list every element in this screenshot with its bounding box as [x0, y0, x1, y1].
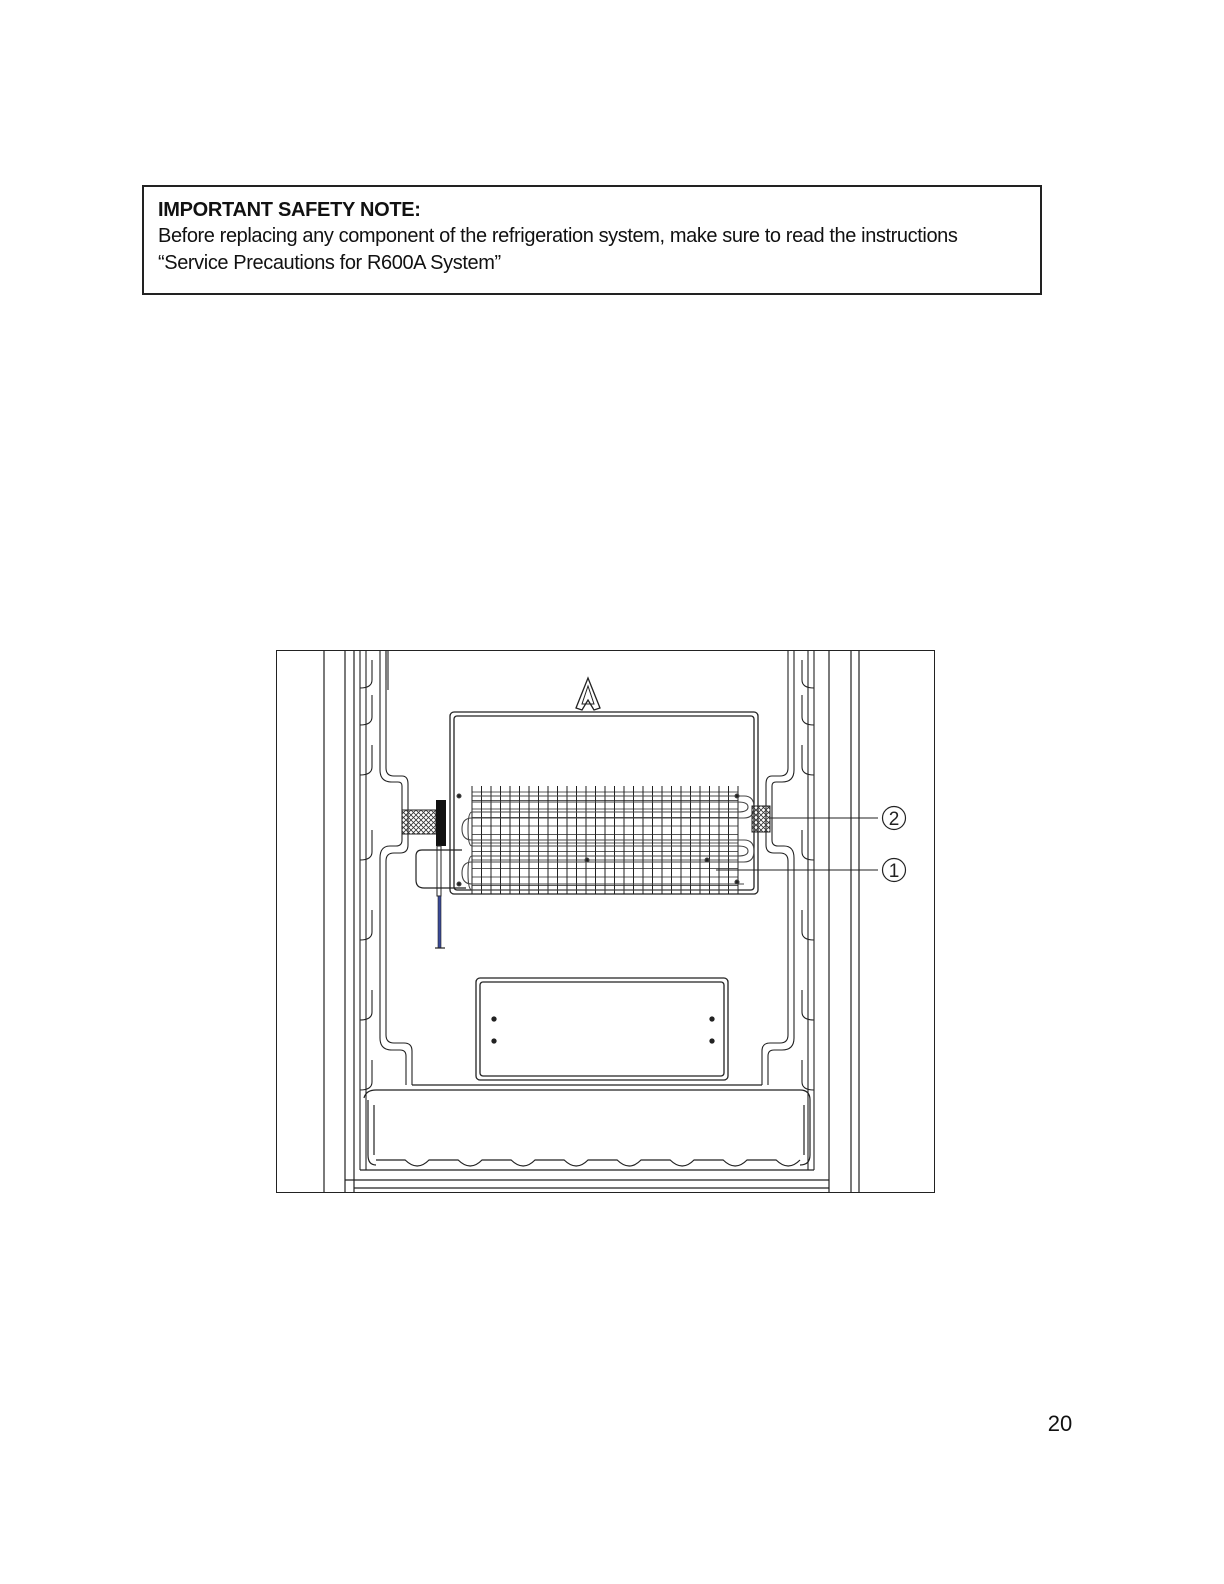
cabinet-walls — [324, 650, 859, 1193]
safety-note-title: IMPORTANT SAFETY NOTE: — [158, 199, 421, 221]
left-hatched-mount — [402, 810, 436, 834]
callout-2-label: 2 — [888, 809, 900, 830]
evaporator-housing — [450, 712, 758, 894]
outer-frame — [277, 651, 935, 1193]
liner-triangle-marker — [576, 678, 600, 710]
safety-note-box — [142, 185, 1042, 295]
callout-1-label: 1 — [888, 861, 900, 882]
thermostat-probe — [435, 846, 445, 948]
diagram-svg — [276, 650, 935, 1193]
safety-note-line-1: Before replacing any component of the refrigeration system, make sure to read the instructions — [158, 225, 958, 247]
left-black-bracket — [436, 800, 446, 846]
right-hatched-mount — [752, 806, 770, 832]
bottom-crisper-drawer — [360, 1085, 814, 1170]
safety-note-line-2: “Service Precautions for R600A System” — [158, 252, 501, 274]
page-number: 20 — [1047, 1411, 1073, 1436]
lower-cover-plate — [476, 978, 728, 1080]
refrigerator-interior-diagram — [276, 650, 935, 1193]
